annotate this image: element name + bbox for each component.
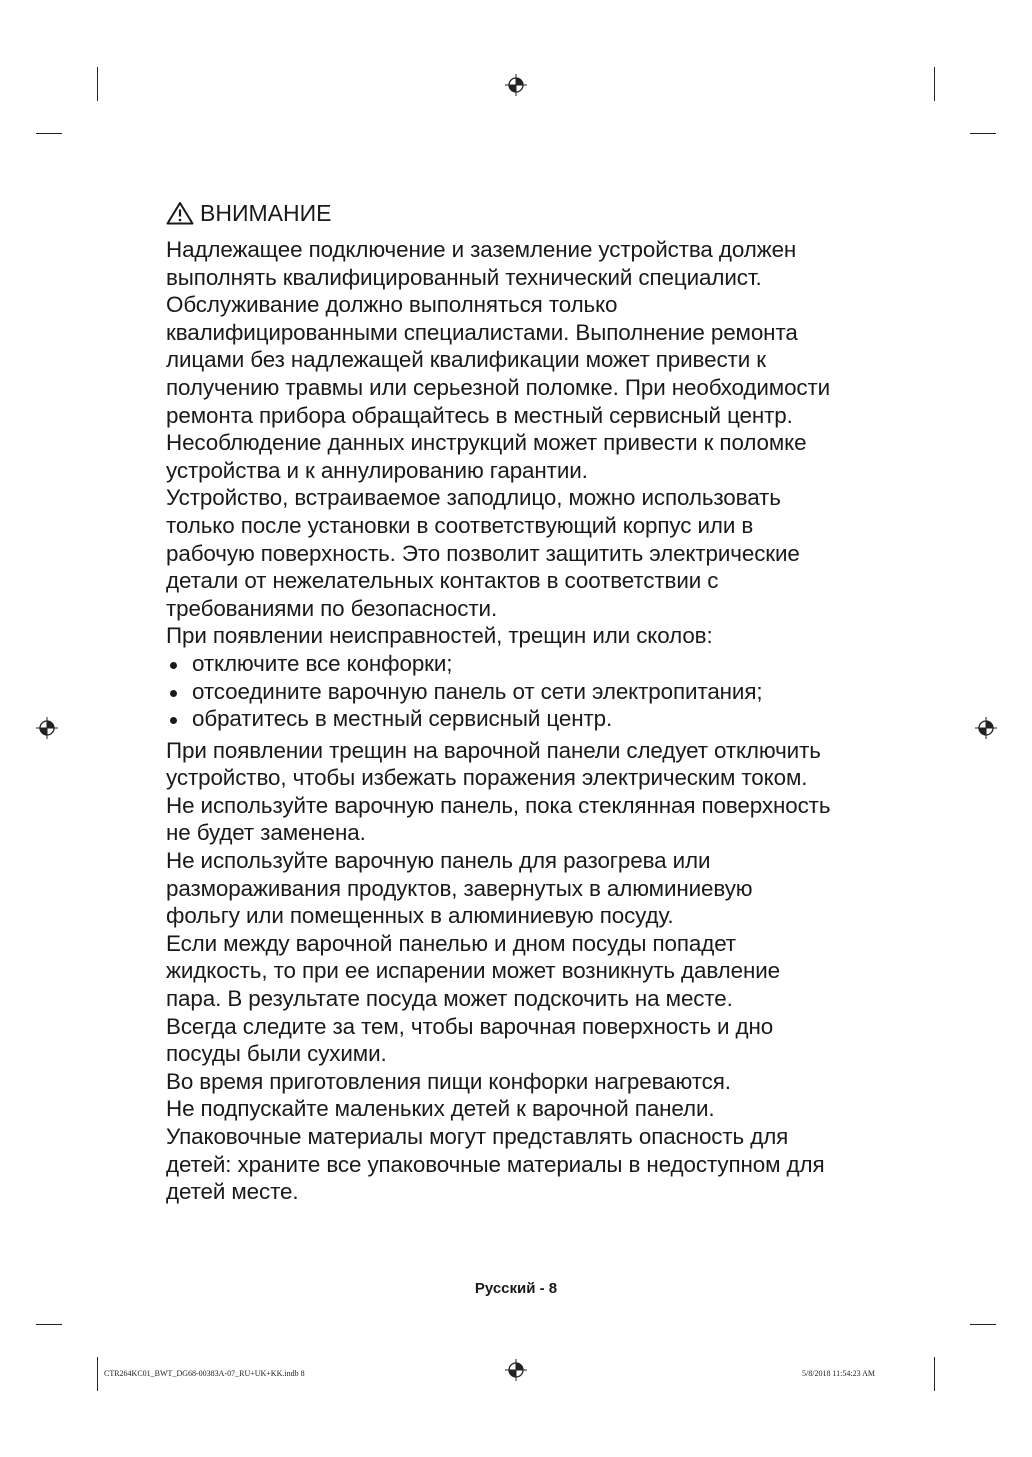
text-line: только после установки в соответствующий корпус или в <box>166 512 754 538</box>
text-line: посуды были сухими. <box>166 1041 387 1067</box>
text-line: Надлежащее подключение и заземление устройства должен <box>166 237 797 262</box>
registration-mark-icon <box>505 1359 527 1381</box>
text-line: Устройство, встраиваемое заподлицо, можно использовать <box>166 485 781 511</box>
warning-triangle-icon <box>166 201 194 225</box>
print-timestamp: 5/8/2018 11:54:23 AM <box>802 1369 876 1378</box>
text-line: требованиями по безопасности. <box>166 595 498 621</box>
text-line: ремонта прибора обращайтесь в местный сервисный центр. <box>166 402 793 428</box>
crop-mark <box>36 1324 62 1325</box>
crop-mark <box>970 133 996 134</box>
text-line: Во время приготовления пищи конфорки нагреваются. <box>166 1068 731 1094</box>
text-line: пара. В результате посуда может подскочить на месте. <box>166 986 733 1012</box>
crop-mark <box>934 67 935 101</box>
text-line: размораживания продуктов, завернутых в алюминиевую <box>166 875 753 901</box>
warning-heading <box>166 198 331 228</box>
text-line: устройство, чтобы избежать поражения электрическим током. <box>166 765 808 791</box>
registration-mark-icon <box>36 717 58 739</box>
crop-mark <box>934 1357 935 1391</box>
warning-body <box>166 236 886 1206</box>
text-line: получению травмы или серьезной поломке. При необходимости <box>166 374 831 400</box>
crop-mark <box>970 1324 996 1325</box>
warning-title: ВНИМАНИЕ <box>200 200 332 226</box>
page-number: Русский - 8 <box>474 1280 558 1297</box>
text-line: При появлении неисправностей, трещин или сколов: <box>166 623 713 649</box>
crop-mark <box>36 133 62 134</box>
text-line: детали от нежелательных контактов в соответствии с <box>166 568 719 594</box>
text-line: Обслуживание должно выполняться только <box>166 292 618 318</box>
text-line: Если между варочной панелью и дном посуды попадет <box>166 930 736 956</box>
text-line: фольгу или помещенных в алюминиевую посуду. <box>166 903 674 929</box>
bullet-item: отсоедините варочную панель от сети электропитания; <box>166 678 886 706</box>
text-line: Не используйте варочную панель для разогрева или <box>166 848 711 874</box>
text-line: При появлении трещин на варочной панели следует отключить <box>166 737 821 763</box>
registration-mark-icon <box>975 717 997 739</box>
bullet-item: отключите все конфорки; <box>166 650 886 678</box>
paragraph-group-a <box>166 236 886 650</box>
text-line: Упаковочные материалы могут представлять опасность для <box>166 1124 789 1149</box>
text-line: Не используйте варочную панель, пока стеклянная поверхность <box>166 792 831 818</box>
text-line: Всегда следите за тем, чтобы варочная поверхность и дно <box>166 1013 774 1039</box>
bullet-item: обратитесь в местный сервисный центр. <box>166 705 886 733</box>
text-line: Не подпускайте маленьких детей к варочной панели. <box>166 1096 715 1122</box>
text-line: рабочую поверхность. Это позволит защитить электрические <box>166 540 800 566</box>
text-line: не будет заменена. <box>166 820 366 846</box>
crop-mark <box>97 1357 98 1391</box>
crop-mark <box>97 67 98 101</box>
file-slug: CTR264KC01_BWT_DG68-00383A-07_RU+UK+KK.indb 8 <box>104 1369 305 1378</box>
text-line: жидкость, то при ее испарении может возникнуть давление <box>166 958 780 984</box>
registration-mark-icon <box>505 74 527 96</box>
text-line: Несоблюдение данных инструкций может привести к поломке <box>166 430 807 456</box>
text-line: устройства и к аннулированию гарантии. <box>166 457 588 483</box>
text-line: выполнять квалифицированный технический специалист. <box>166 264 762 290</box>
text-line: детей: храните все упаковочные материалы в недоступном для <box>166 1151 825 1177</box>
paragraph-group-b <box>166 737 886 1206</box>
text-line: лицами без надлежащей квалификации может привести к <box>166 347 766 373</box>
text-line: детей месте. <box>166 1179 299 1205</box>
bullet-list <box>166 650 886 733</box>
text-line: квалифицированными специалистами. Выполнение ремонта <box>166 319 798 345</box>
